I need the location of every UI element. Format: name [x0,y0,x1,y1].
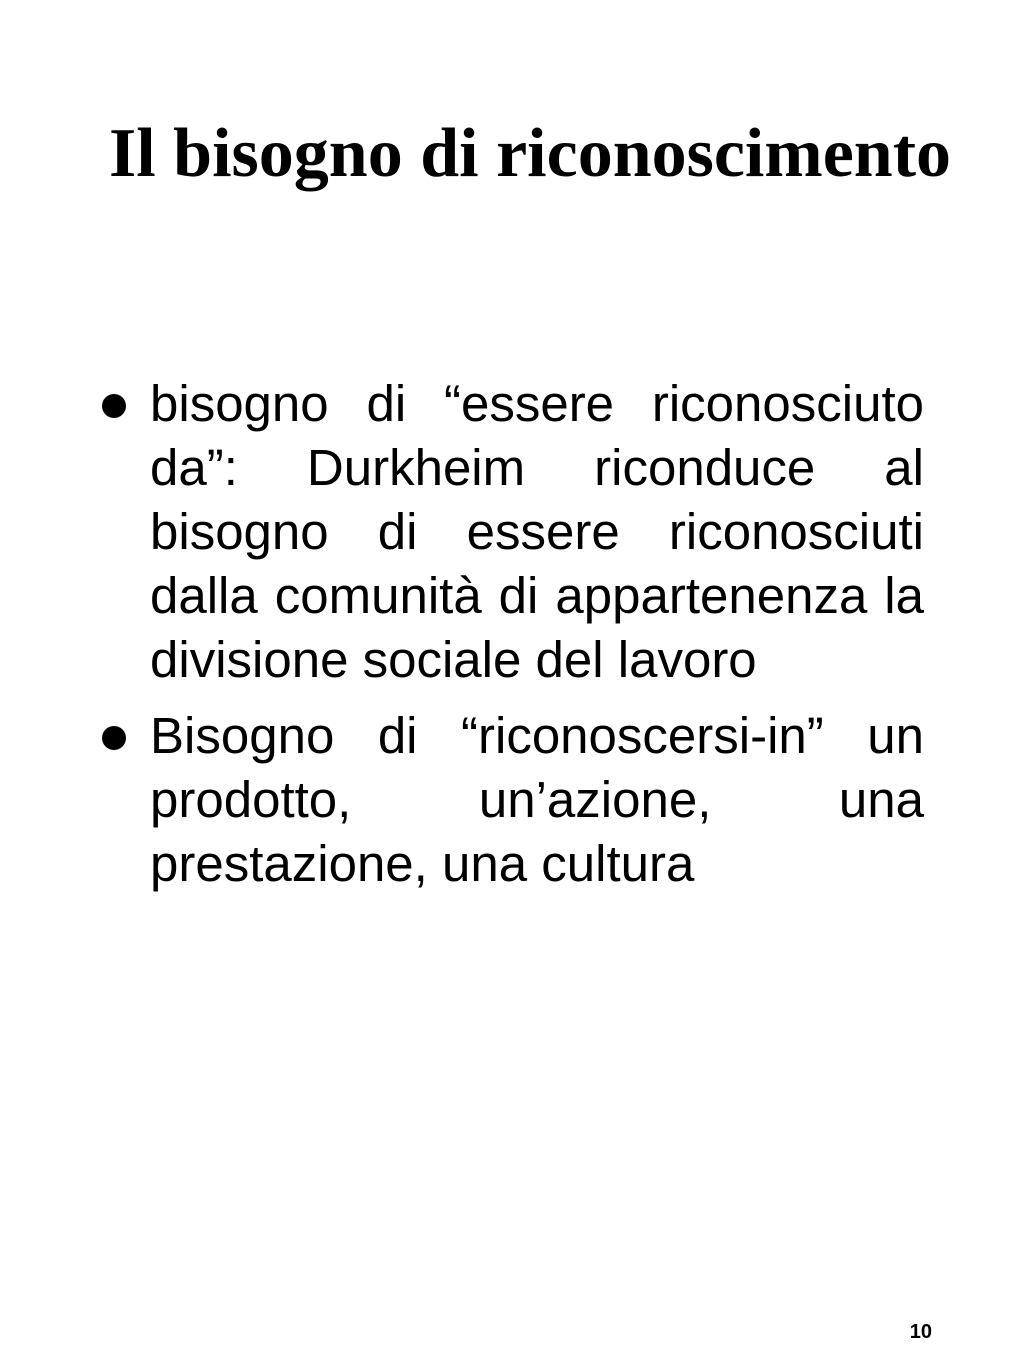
bullet-text: bisogno di “essere riconosciuto da”: Durkheim riconduce al bisogno di essere riconosciuti dalla comunità di appartenenza la divisione sociale del lavoro [150,375,924,688]
slide-title: Il bisogno di riconoscimento [108,115,952,192]
bullet-dot-icon [102,726,126,750]
bullet-item [102,704,924,896]
bullet-dot-icon [102,394,126,418]
bullet-text: Bisogno di “riconoscersi-in” un prodotto, un’azione, una prestazione, una cultura [150,707,924,892]
page-number: 10 [909,1321,932,1343]
bullet-list [102,372,924,908]
bullet-item [102,372,924,692]
